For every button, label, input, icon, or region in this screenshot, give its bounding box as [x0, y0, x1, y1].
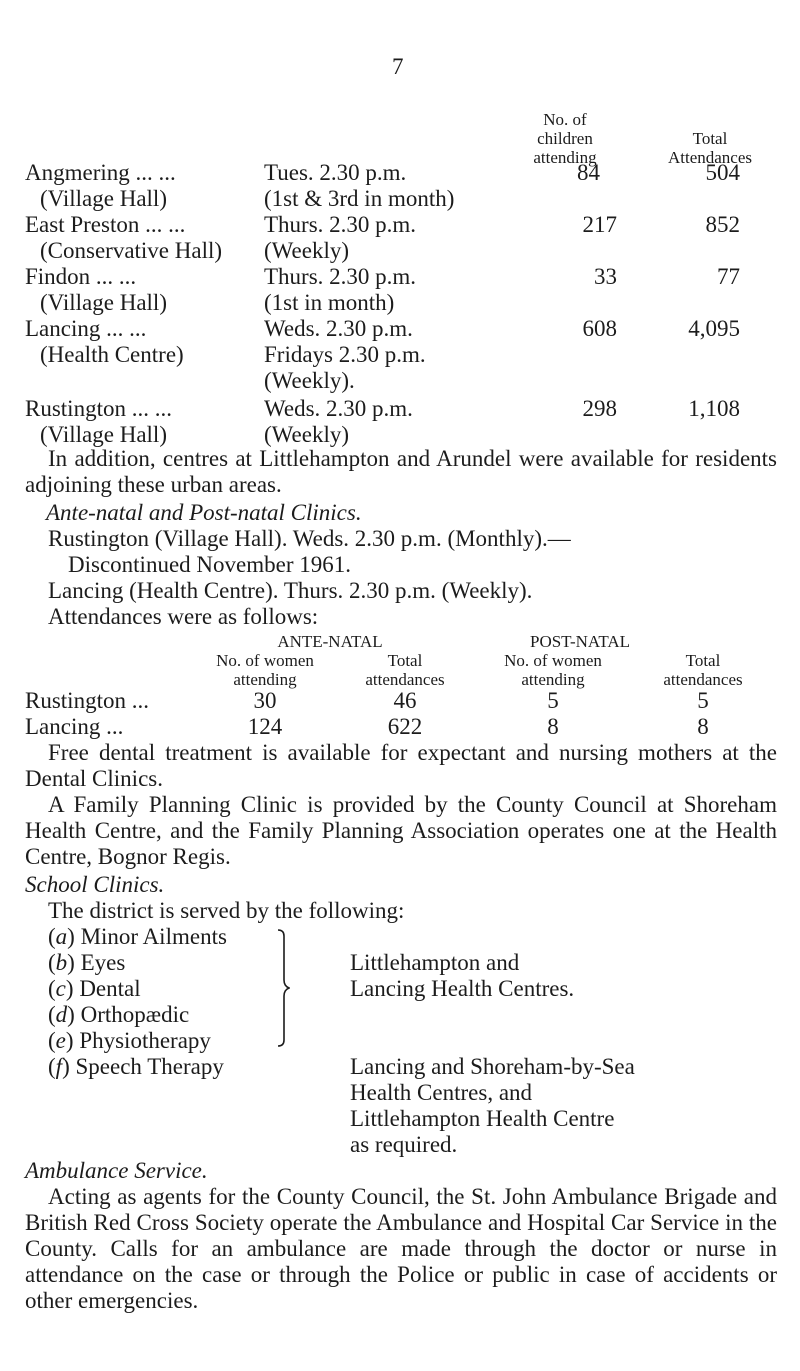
clinic-time-note: (Weekly): [264, 422, 349, 447]
children-count: 608: [582, 316, 617, 341]
group-header-antenatal: ANTE-NATAL: [277, 632, 383, 651]
item-letter: a: [55, 924, 68, 949]
postnatal-women: 5: [547, 688, 559, 713]
page-number: 7: [392, 54, 404, 79]
clinic-time-note: (Weekly): [264, 238, 349, 263]
school-clinics-intro: The district is served by the following:: [48, 898, 405, 923]
clinic-time: Weds. 2.30 p.m.: [264, 316, 413, 341]
total-header-line1: Total: [692, 129, 728, 148]
col-header: No. of women: [504, 651, 602, 670]
antenatal-line: Attendances were as follows:: [48, 604, 319, 629]
col-header: Total: [685, 651, 721, 670]
clinic-time: Thurs. 2.30 p.m.: [264, 264, 417, 289]
total-header-line2: Attendances: [667, 148, 753, 167]
speech-location-line1: Lancing and Shoreham-by-Sea: [350, 1054, 635, 1079]
item-letter: e: [55, 1028, 66, 1053]
item-letter: d: [55, 1002, 68, 1027]
ambulance-paragraph: Acting as agents for the County Council, the St. John Ambulance Brigade and British Red Cross Society operate the Ambulance and Hospital Car Service in the County. Calls for an ambulance are made through the doctor or nurse in attendance on the case or through the Police or public in case of accidents or other emergencies.: [25, 1184, 777, 1313]
clinic-time-note: (1st in month): [264, 290, 395, 315]
children-count: 298: [582, 396, 617, 421]
clinic-time-note: (1st & 3rd in month): [264, 186, 455, 211]
clinic-venue: (Village Hall): [40, 186, 167, 211]
clinic-time: Thurs. 2.30 p.m.: [264, 212, 417, 237]
antenatal-place: Lancing ...: [25, 714, 124, 739]
item-label: Minor Ailments: [80, 924, 227, 949]
list-item: (b) Eyes: [48, 950, 126, 975]
children-count: 84: [577, 160, 600, 185]
item-letter: c: [55, 976, 66, 1001]
speech-location-line2: Health Centres, and: [350, 1080, 533, 1105]
speech-location-line3: Littlehampton Health Centre: [350, 1106, 615, 1131]
brace-icon: [276, 928, 290, 1048]
list-item: (d) Orthopædic: [48, 1002, 190, 1027]
antenatal-women: 30: [253, 688, 277, 713]
col-header: No. of women: [216, 651, 314, 670]
item-label: Physiotherapy: [79, 1028, 211, 1053]
clinic-time: Weds. 2.30 p.m.: [264, 396, 413, 421]
speech-location-line4: as required.: [350, 1132, 458, 1157]
clinic-time-second: Fridays 2.30 p.m.: [264, 342, 426, 367]
item-label: Dental: [79, 976, 141, 1001]
addition-paragraph: In addition, centres at Littlehampton and Arundel were available for residents adjoining these urban areas.: [25, 446, 777, 497]
list-item: (e) Physiotherapy: [48, 1028, 211, 1053]
item-letter: f: [55, 1054, 63, 1079]
antenatal-line: Discontinued November 1961.: [68, 552, 351, 577]
family-planning-paragraph: A Family Planning Clinic is provided by the County Council at Shoreham Health Centre, and the Family Planning Association operates one at the Health Centre, Bognor Regis.: [25, 792, 777, 869]
clinic-place: Angmering ... ...: [25, 160, 176, 185]
children-count: 33: [594, 264, 617, 289]
antenatal-line: Lancing (Health Centre). Thurs. 2.30 p.m. (Weekly).: [48, 578, 533, 603]
clinic-time: Tues. 2.30 p.m.: [264, 160, 407, 185]
list-item: (c) Dental: [48, 976, 141, 1001]
postnatal-total: 8: [697, 714, 709, 739]
item-label: Orthopædic: [80, 1002, 190, 1027]
postnatal-women: 8: [547, 714, 559, 739]
dental-paragraph: Free dental treatment is available for expectant and nursing mothers at the Dental Clinics.: [25, 740, 777, 791]
clinic-venue: (Village Hall): [40, 422, 167, 447]
children-header-line2: children: [537, 129, 593, 148]
antenatal-line: Rustington (Village Hall). Weds. 2.30 p.m. (Monthly).—: [48, 526, 571, 551]
clinic-time-note: (Weekly).: [264, 368, 355, 393]
col-header: Total: [387, 651, 423, 670]
clinic-place: East Preston ... ...: [25, 212, 186, 237]
postnatal-total: 5: [697, 688, 709, 713]
total-attendances: 77: [717, 264, 740, 289]
clinic-venue: (Conservative Hall): [40, 238, 223, 263]
children-header-line3: attending: [533, 148, 597, 167]
clinic-venue: (Village Hall): [40, 290, 167, 315]
clinic-place: Rustington ... ...: [25, 396, 172, 421]
antenatal-total: 46: [393, 688, 417, 713]
ambulance-heading: Ambulance Service.: [25, 1158, 208, 1183]
antenatal-total: 622: [387, 714, 423, 739]
item-letter: b: [55, 950, 68, 975]
list-item: (a) Minor Ailments: [48, 924, 227, 949]
group-location-line1: Littlehampton and: [350, 950, 520, 975]
antenatal-heading: Ante-natal and Post-natal Clinics.: [46, 500, 362, 525]
total-attendances: 504: [705, 160, 740, 185]
col-header: attending: [233, 670, 297, 689]
antenatal-place: Rustington ...: [25, 688, 149, 713]
col-header: attendances: [365, 670, 445, 689]
list-item: (f) Speech Therapy: [48, 1054, 224, 1079]
clinic-place: Lancing ... ...: [25, 316, 147, 341]
total-attendances: 1,108: [688, 396, 740, 421]
total-attendances: 4,095: [688, 316, 740, 341]
antenatal-women: 124: [247, 714, 283, 739]
col-header: attendances: [663, 670, 743, 689]
clinic-place: Findon ... ...: [25, 264, 137, 289]
school-clinics-heading: School Clinics.: [25, 872, 165, 897]
children-count: 217: [582, 212, 617, 237]
col-header: attending: [521, 670, 585, 689]
total-attendances: 852: [705, 212, 740, 237]
clinic-venue: (Health Centre): [40, 342, 184, 367]
group-location-line2: Lancing Health Centres.: [350, 976, 575, 1001]
children-header-line1: No. of: [543, 110, 587, 129]
group-header-postnatal: POST-NATAL: [529, 632, 631, 651]
item-label: Speech Therapy: [75, 1054, 224, 1079]
item-label: Eyes: [80, 950, 126, 975]
